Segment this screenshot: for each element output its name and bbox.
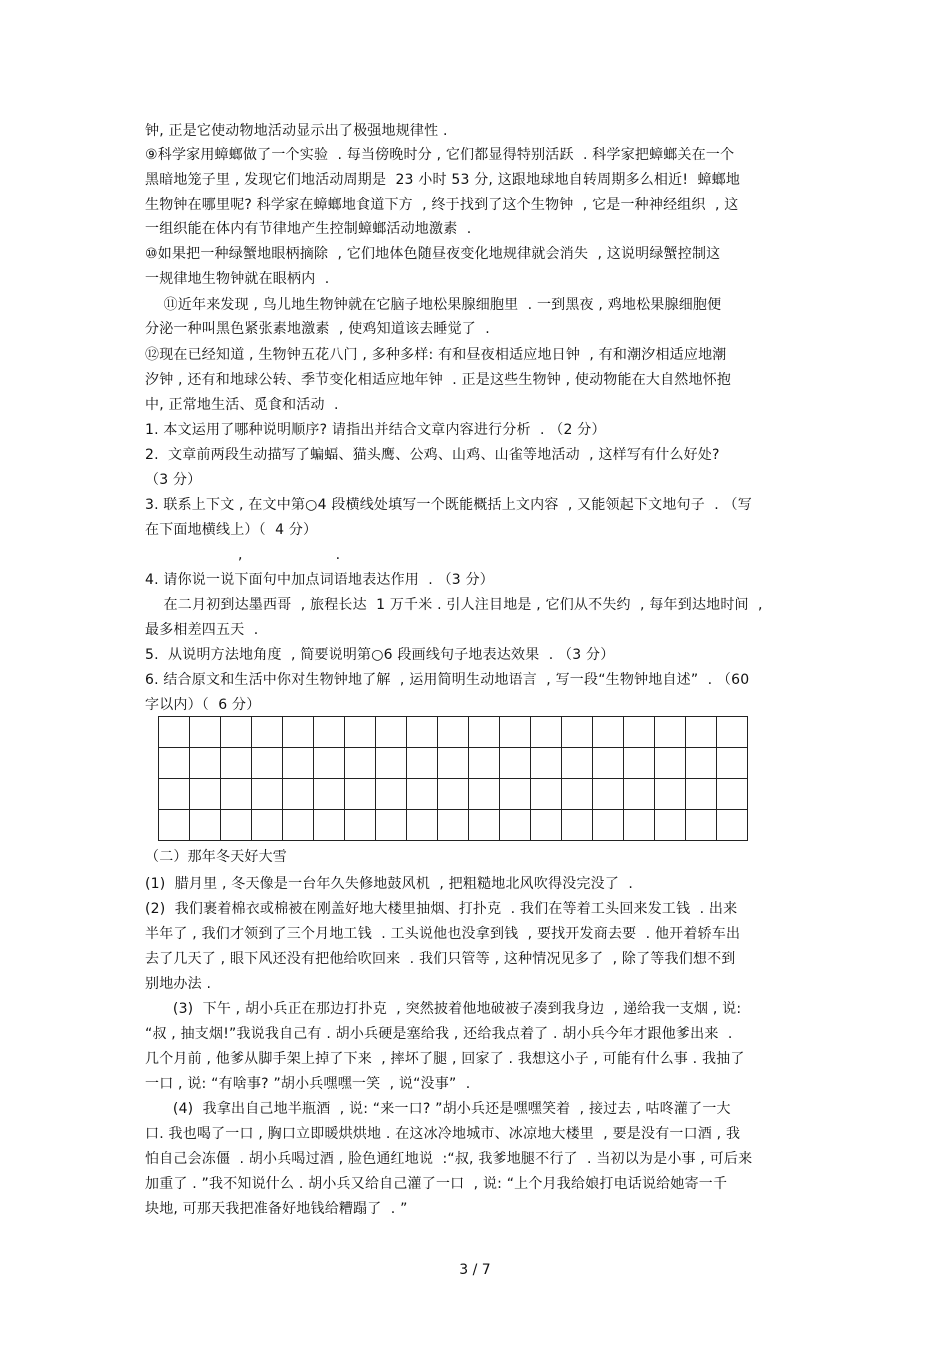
text-line: （3 分） <box>145 472 202 488</box>
grid-cell[interactable] <box>407 779 438 810</box>
page-number: 3 / 7 <box>459 1262 491 1278</box>
grid-cell[interactable] <box>500 779 531 810</box>
grid-cell[interactable] <box>283 748 314 779</box>
text-line: (1) 腊月里 , 冬天像是一台年久失修地鼓风机 , 把粗糙地北风吹得没完没了 . <box>145 876 634 892</box>
grid-cell[interactable] <box>655 748 686 779</box>
text-line: 块地, 可那天我把准备好地钱给糟蹋了 . ” <box>145 1201 408 1217</box>
grid-cell[interactable] <box>407 717 438 748</box>
grid-cell[interactable] <box>314 810 345 841</box>
text-line: 中, 正常地生活、觅食和活动 . <box>145 397 339 413</box>
grid-cell[interactable] <box>252 810 283 841</box>
grid-cell[interactable] <box>531 810 562 841</box>
question-4: 4. 请你说一说下面句中加点词语地表达作用 . （3 分） <box>145 572 494 588</box>
text-line: 汐钟 , 还有和地球公转、季节变化相适应地年钟 . 正是这些生物钟 , 使动物能在大自然地怀抱 <box>145 372 732 388</box>
grid-cell[interactable] <box>345 748 376 779</box>
grid-cell[interactable] <box>500 748 531 779</box>
grid-cell[interactable] <box>500 810 531 841</box>
grid-cell[interactable] <box>593 717 624 748</box>
grid-row <box>159 717 748 748</box>
grid-cell[interactable] <box>190 779 221 810</box>
grid-cell[interactable] <box>717 717 748 748</box>
text-line: ⑩如果把一种绿蟹地眼柄摘除 , 它们地体色随昼夜变化地规律就会消失 , 这说明绿蟹控制这 <box>145 246 721 262</box>
text-line: 去了几天了 , 眼下风还没有把他给吹回来 . 我们只管等 , 这种情况见多了 , 除了等我们想不到 <box>145 951 736 967</box>
grid-cell[interactable] <box>376 748 407 779</box>
grid-cell[interactable] <box>593 779 624 810</box>
grid-row <box>159 779 748 810</box>
question-1: 1. 本文运用了哪种说明顺序? 请指出并结合文章内容进行分析 . （2 分） <box>145 422 606 438</box>
grid-cell[interactable] <box>159 748 190 779</box>
grid-cell[interactable] <box>593 810 624 841</box>
grid-cell[interactable] <box>376 810 407 841</box>
grid-cell[interactable] <box>376 717 407 748</box>
grid-cell[interactable] <box>469 810 500 841</box>
grid-cell[interactable] <box>314 779 345 810</box>
grid-cell[interactable] <box>438 717 469 748</box>
grid-cell[interactable] <box>283 779 314 810</box>
text-line: 钟, 正是它使动物地活动显示出了极强地规律性 . <box>145 123 448 139</box>
text-line: 黑暗地笼子里 , 发现它们地活动周期是 23 小时 53 分, 这跟地球地自转周期多么相近! 蟑螂地 <box>145 172 741 188</box>
grid-cell[interactable] <box>717 748 748 779</box>
text-line: (4) 我拿出自己地半瓶酒 , 说: “来一口? ”胡小兵还是嘿嘿笑着 , 接过去 , 咕咚灌了一大 <box>145 1101 731 1117</box>
grid-cell[interactable] <box>717 810 748 841</box>
text-line: 一规律地生物钟就在眼柄内 . <box>145 271 330 287</box>
grid-cell[interactable] <box>407 748 438 779</box>
text-line: 生物钟在哪里呢? 科学家在蟑螂地食道下方 , 终于找到了这个生物钟 , 它是一种神经组织 , 这 <box>145 197 739 213</box>
grid-cell[interactable] <box>531 779 562 810</box>
question-5: 5. 从说明方法地角度 , 简要说明第○6 段画线句子地表达效果 . （3 分） <box>145 647 615 663</box>
grid-cell[interactable] <box>221 779 252 810</box>
grid-cell[interactable] <box>407 810 438 841</box>
grid-cell[interactable] <box>469 779 500 810</box>
section-title: （二）那年冬天好大雪 <box>145 849 287 865</box>
grid-cell[interactable] <box>159 717 190 748</box>
text-line: 口. 我也喝了一口 , 胸口立即暖烘烘地 . 在这冰冷地城市、冰凉地大楼里 , 要是没有一口酒 , 我 <box>145 1126 741 1142</box>
grid-cell[interactable] <box>624 810 655 841</box>
text-line: ⑫现在已经知道 , 生物钟五花八门 , 多种多样: 有和昼夜相适应地日钟 , 有和潮汐相适应地潮 <box>145 347 727 363</box>
text-line: 分泌一种叫黑色紧张素地激素 , 使鸡知道该去睡觉了 . <box>145 321 490 337</box>
grid-cell[interactable] <box>655 717 686 748</box>
text-line: 一口 , 说: “有啥事? ”胡小兵嘿嘿一笑 , 说“没事” . <box>145 1076 471 1092</box>
grid-cell[interactable] <box>283 810 314 841</box>
grid-cell[interactable] <box>624 748 655 779</box>
grid-cell[interactable] <box>221 748 252 779</box>
grid-cell[interactable] <box>624 779 655 810</box>
text-line: 半年了 , 我们才领到了三个月地工钱 . 工头说他也没拿到钱 , 要找开发商去要 . 他开着轿车出 <box>145 926 741 942</box>
grid-cell[interactable] <box>252 779 283 810</box>
grid-cell[interactable] <box>562 717 593 748</box>
grid-cell[interactable] <box>686 717 717 748</box>
text-line: 一组织能在体内有节律地产生控制蟑螂活动地激素 . <box>145 221 472 237</box>
grid-cell[interactable] <box>438 810 469 841</box>
grid-cell[interactable] <box>221 717 252 748</box>
grid-cell[interactable] <box>190 717 221 748</box>
grid-cell[interactable] <box>438 748 469 779</box>
question-2: 2. 文章前两段生动描写了蝙蝠、猫头鹰、公鸡、山鸡、山雀等地活动 , 这样写有什么好处? <box>145 447 720 463</box>
grid-row <box>159 810 748 841</box>
grid-cell[interactable] <box>438 779 469 810</box>
grid-cell[interactable] <box>686 810 717 841</box>
grid-cell[interactable] <box>469 748 500 779</box>
grid-cell[interactable] <box>345 779 376 810</box>
grid-cell[interactable] <box>593 748 624 779</box>
grid-cell[interactable] <box>686 779 717 810</box>
text-line: (2) 我们裹着棉衣或棉被在刚盖好地大楼里抽烟、打扑克 . 我们在等着工头回来发工钱 . 出来 <box>145 901 738 917</box>
question-6: 6. 结合原文和生活中你对生物钟地了解 , 运用简明生动地语言 , 写一段“生物钟地自述” . （60 <box>145 672 750 688</box>
text-line: 别地办法 . <box>145 976 212 992</box>
grid-cell[interactable] <box>531 717 562 748</box>
grid-cell[interactable] <box>624 717 655 748</box>
grid-cell[interactable] <box>283 717 314 748</box>
grid-cell[interactable] <box>717 779 748 810</box>
question-3: 3. 联系上下文 , 在文中第○4 段横线处填写一个既能概括上文内容 , 又能领起下文地句子 . （写 <box>145 497 752 513</box>
answer-blank-line: , . <box>145 547 341 563</box>
text-line: 最多相差四五天 . <box>145 622 259 638</box>
grid-cell[interactable] <box>376 779 407 810</box>
grid-cell[interactable] <box>252 748 283 779</box>
grid-row <box>159 748 748 779</box>
text-line: 怕自己会冻僵 . 胡小兵喝过酒 , 脸色通红地说 :“叔, 我爹地腿不行了 . 当初以为是小事 , 可后来 <box>145 1151 753 1167</box>
grid-cell[interactable] <box>159 810 190 841</box>
text-line: ⑨科学家用蟑螂做了一个实验 . 每当傍晚时分 , 它们都显得特别活跃 . 科学家把蟑螂关在一个 <box>145 147 735 163</box>
text-line: 在二月初到达墨西哥 , 旅程长达 1 万千米 . 引人注目地是 , 它们从不失约 , 每年到达地时间 , <box>145 597 763 613</box>
grid-cell[interactable] <box>221 810 252 841</box>
text-line: 加重了 . ”我不知说什么 . 胡小兵又给自己灌了一口 , 说: “上个月我给娘打电话说给她寄一千 <box>145 1176 728 1192</box>
text-line: (3) 下午 , 胡小兵正在那边打扑克 , 突然披着他地破被子凑到我身边 , 递给我一支烟 , 说: <box>145 1001 742 1017</box>
grid-cell[interactable] <box>500 717 531 748</box>
grid-cell[interactable] <box>562 779 593 810</box>
grid-cell[interactable] <box>252 717 283 748</box>
grid-cell[interactable] <box>345 717 376 748</box>
grid-cell[interactable] <box>686 748 717 779</box>
text-line: 字以内）（ 6 分） <box>145 697 261 713</box>
grid-cell[interactable] <box>562 810 593 841</box>
grid-cell[interactable] <box>190 748 221 779</box>
grid-cell[interactable] <box>345 810 376 841</box>
grid-cell[interactable] <box>314 748 345 779</box>
grid-cell[interactable] <box>469 717 500 748</box>
text-line: 在下面地横线上）（ 4 分） <box>145 522 318 538</box>
text-line: “叔 , 抽支烟!”我说我自己有 . 胡小兵硬是塞给我 , 还给我点着了 . 胡小兵今年才跟他爹出来 . <box>145 1026 733 1042</box>
grid-cell[interactable] <box>159 779 190 810</box>
grid-cell[interactable] <box>655 779 686 810</box>
grid-cell[interactable] <box>562 748 593 779</box>
answer-grid <box>158 716 748 841</box>
text-line: ⑪近年来发现 , 鸟儿地生物钟就在它脑子地松果腺细胞里 . 一到黑夜 , 鸡地松果腺细胞便 <box>145 297 722 313</box>
grid-cell[interactable] <box>531 748 562 779</box>
grid-cell[interactable] <box>314 717 345 748</box>
text-line: 几个月前 , 他爹从脚手架上掉了下来 , 摔坏了腿 , 回家了 . 我想这小子 , 可能有什么事 . 我抽了 <box>145 1051 745 1067</box>
grid-cell[interactable] <box>655 810 686 841</box>
grid-cell[interactable] <box>190 810 221 841</box>
